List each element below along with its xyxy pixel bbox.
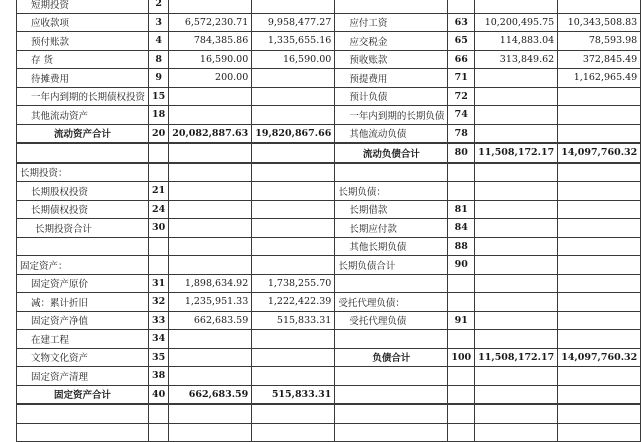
asset-ending: 19,820,867.66 [252, 124, 335, 143]
liability-item: 应交税金 [335, 32, 448, 51]
asset-item: 存 货 [17, 50, 149, 69]
asset-ending [252, 163, 335, 182]
liability-beginning [475, 274, 558, 293]
table-row [17, 0, 641, 13]
asset-line-no: 34 [149, 330, 169, 349]
liability-line-no: 65 [448, 32, 475, 51]
table-row [17, 367, 641, 386]
liability-ending [558, 330, 641, 349]
asset-line-no: 15 [149, 87, 169, 106]
liability-ending [558, 87, 641, 106]
liability-ending [558, 404, 641, 423]
liability-ending [558, 423, 641, 442]
liability-beginning [475, 385, 558, 404]
liability-beginning [475, 87, 558, 106]
liability-beginning [475, 237, 558, 256]
asset-ending [252, 348, 335, 367]
liability-ending [558, 256, 641, 275]
liability-item [335, 385, 448, 404]
liability-item [335, 423, 448, 442]
table-row [17, 256, 641, 275]
liability-line-no [448, 0, 475, 13]
liability-beginning [475, 200, 558, 219]
liability-ending [558, 163, 641, 182]
table-row [17, 423, 641, 442]
asset-line-no: 40 [149, 385, 169, 404]
asset-ending [252, 256, 335, 275]
liability-line-no [448, 367, 475, 386]
liability-line-no: 90 [448, 256, 475, 275]
asset-beginning: 1,898,634.92 [169, 274, 252, 293]
liability-ending [558, 311, 641, 330]
asset-item: 长期股权投资 [17, 182, 149, 201]
liability-ending: 372,845.49 [558, 50, 641, 69]
asset-line-no: 20 [149, 124, 169, 143]
liability-item: 长期负债： [335, 182, 448, 201]
liability-item [335, 404, 448, 423]
table-row [17, 69, 641, 88]
asset-item: 文物文化资产 [17, 348, 149, 367]
liability-beginning: 10,200,495.75 [475, 13, 558, 32]
asset-line-no: 30 [149, 219, 169, 238]
asset-ending [252, 69, 335, 88]
liability-beginning: 11,508,172.17 [475, 143, 558, 163]
asset-beginning [169, 404, 252, 423]
asset-line-no: 21 [149, 182, 169, 201]
liability-line-no: 71 [448, 69, 475, 88]
liability-item: 预收账款 [335, 50, 448, 69]
liability-item [335, 367, 448, 386]
liability-ending [558, 274, 641, 293]
liability-line-no: 84 [448, 219, 475, 238]
asset-ending [252, 182, 335, 201]
liability-beginning [475, 311, 558, 330]
liability-ending: 1,162,965.49 [558, 69, 641, 88]
asset-ending [252, 423, 335, 442]
balance-sheet-body [17, 0, 641, 442]
liability-beginning [475, 219, 558, 238]
asset-line-no: 18 [149, 106, 169, 125]
asset-line-no: 4 [149, 32, 169, 51]
asset-line-no [149, 163, 169, 182]
asset-item [17, 237, 149, 256]
liability-ending [558, 106, 641, 125]
asset-ending [252, 367, 335, 386]
table-row [17, 50, 641, 69]
liability-line-no [448, 293, 475, 312]
table-row [17, 219, 641, 238]
liability-beginning: 11,508,172.17 [475, 348, 558, 367]
liability-beginning [475, 182, 558, 201]
asset-item: 短期投资 [17, 0, 149, 13]
liability-line-no: 66 [448, 50, 475, 69]
balance-sheet-table [16, 0, 641, 442]
liability-ending: 78,593.98 [558, 32, 641, 51]
liability-ending [558, 0, 641, 13]
asset-item: 流动资产合计 [17, 124, 149, 143]
asset-ending [252, 87, 335, 106]
liability-line-no: 78 [448, 124, 475, 143]
liability-beginning [475, 404, 558, 423]
asset-beginning [169, 143, 252, 163]
liability-line-no [448, 330, 475, 349]
asset-beginning: 16,590.00 [169, 50, 252, 69]
asset-beginning: 662,683.59 [169, 385, 252, 404]
liability-line-no: 72 [448, 87, 475, 106]
liability-beginning: 114,883.04 [475, 32, 558, 51]
asset-beginning [169, 237, 252, 256]
table-row [17, 163, 641, 182]
table-row [17, 330, 641, 349]
liability-beginning: 313,849.62 [475, 50, 558, 69]
asset-beginning [169, 367, 252, 386]
liability-item: 预提费用 [335, 69, 448, 88]
asset-item: 固定资产： [17, 256, 149, 275]
asset-ending [252, 219, 335, 238]
asset-line-no: 9 [149, 69, 169, 88]
table-row [17, 124, 641, 143]
asset-beginning [169, 423, 252, 442]
table-row [17, 404, 641, 423]
asset-beginning: 784,385.86 [169, 32, 252, 51]
table-row [17, 87, 641, 106]
liability-line-no [448, 404, 475, 423]
asset-item: 长期债权投资 [17, 200, 149, 219]
liability-item [335, 163, 448, 182]
asset-beginning [169, 256, 252, 275]
table-row [17, 200, 641, 219]
asset-ending [252, 404, 335, 423]
asset-line-no: 32 [149, 293, 169, 312]
asset-beginning: 20,082,887.63 [169, 124, 252, 143]
asset-beginning: 662,683.59 [169, 311, 252, 330]
table-row [17, 143, 641, 163]
liability-item: 长期应付款 [335, 219, 448, 238]
asset-beginning: 200.00 [169, 69, 252, 88]
table-row [17, 13, 641, 32]
liability-item: 流动负债合计 [335, 143, 448, 163]
liability-ending [558, 200, 641, 219]
asset-line-no: 24 [149, 200, 169, 219]
asset-line-no [149, 256, 169, 275]
asset-ending: 1,738,255.70 [252, 274, 335, 293]
liability-line-no [448, 182, 475, 201]
asset-item [17, 404, 149, 423]
liability-line-no: 74 [448, 106, 475, 125]
asset-line-no: 38 [149, 367, 169, 386]
asset-ending: 9,958,477.27 [252, 13, 335, 32]
asset-item: 预付账款 [17, 32, 149, 51]
liability-line-no [448, 163, 475, 182]
liability-beginning [475, 0, 558, 13]
asset-item: 长期投资合计 [17, 219, 149, 238]
liability-item: 一年内到期的长期负债 [335, 106, 448, 125]
asset-ending [252, 0, 335, 13]
asset-item: 待摊费用 [17, 69, 149, 88]
asset-ending: 1,222,422.39 [252, 293, 335, 312]
asset-beginning [169, 163, 252, 182]
asset-line-no: 33 [149, 311, 169, 330]
liability-beginning [475, 293, 558, 312]
table-row [17, 237, 641, 256]
table-row [17, 106, 641, 125]
liability-line-no [448, 423, 475, 442]
table-row [17, 182, 641, 201]
asset-item: 固定资产净值 [17, 311, 149, 330]
asset-item: 应收款项 [17, 13, 149, 32]
table-row [17, 32, 641, 51]
asset-item: 固定资产清理 [17, 367, 149, 386]
table-row [17, 348, 641, 367]
liability-ending [558, 385, 641, 404]
liability-beginning [475, 163, 558, 182]
table-row [17, 311, 641, 330]
asset-beginning [169, 87, 252, 106]
asset-ending: 515,833.31 [252, 385, 335, 404]
liability-item [335, 0, 448, 13]
liability-item [335, 330, 448, 349]
asset-ending [252, 237, 335, 256]
asset-ending [252, 200, 335, 219]
table-row [17, 385, 641, 404]
asset-ending: 16,590.00 [252, 50, 335, 69]
liability-beginning [475, 330, 558, 349]
liability-line-no: 100 [448, 348, 475, 367]
asset-line-no: 31 [149, 274, 169, 293]
liability-item: 应付工资 [335, 13, 448, 32]
asset-line-no [149, 423, 169, 442]
liability-line-no: 80 [448, 143, 475, 163]
asset-beginning [169, 330, 252, 349]
asset-line-no [149, 237, 169, 256]
liability-line-no [448, 385, 475, 404]
asset-ending: 1,335,655.16 [252, 32, 335, 51]
liability-line-no: 91 [448, 311, 475, 330]
asset-ending [252, 143, 335, 163]
asset-item: 固定资产合计 [17, 385, 149, 404]
asset-beginning [169, 200, 252, 219]
asset-line-no: 3 [149, 13, 169, 32]
liability-ending: 10,343,508.83 [558, 13, 641, 32]
asset-line-no: 8 [149, 50, 169, 69]
asset-beginning [169, 106, 252, 125]
liability-item: 长期负债合计 [335, 256, 448, 275]
liability-line-no: 63 [448, 13, 475, 32]
liability-line-no: 81 [448, 200, 475, 219]
asset-beginning [169, 219, 252, 238]
table-row [17, 274, 641, 293]
liability-beginning [475, 423, 558, 442]
asset-beginning: 1,235,951.33 [169, 293, 252, 312]
asset-item: 减：累计折旧 [17, 293, 149, 312]
asset-item [17, 423, 149, 442]
asset-beginning: 6,572,230.71 [169, 13, 252, 32]
liability-ending [558, 182, 641, 201]
liability-ending [558, 237, 641, 256]
liability-item: 预计负债 [335, 87, 448, 106]
liability-ending: 14,097,760.32 [558, 348, 641, 367]
asset-item: 在建工程 [17, 330, 149, 349]
liability-beginning [475, 106, 558, 125]
liability-beginning [475, 124, 558, 143]
liability-item: 其他流动负债 [335, 124, 448, 143]
asset-item: 固定资产原价 [17, 274, 149, 293]
liability-beginning [475, 69, 558, 88]
asset-item [17, 143, 149, 163]
asset-line-no [149, 404, 169, 423]
asset-beginning [169, 0, 252, 13]
asset-line-no: 35 [149, 348, 169, 367]
liability-ending [558, 219, 641, 238]
liability-item: 负债合计 [335, 348, 448, 367]
asset-line-no: 2 [149, 0, 169, 13]
asset-beginning [169, 182, 252, 201]
liability-item: 长期借款 [335, 200, 448, 219]
liability-item: 其他长期负债 [335, 237, 448, 256]
liability-item: 受托代理负债： [335, 293, 448, 312]
asset-item: 长期投资： [17, 163, 149, 182]
liability-line-no [448, 274, 475, 293]
asset-ending [252, 106, 335, 125]
liability-line-no: 88 [448, 237, 475, 256]
liability-beginning [475, 256, 558, 275]
asset-ending: 515,833.31 [252, 311, 335, 330]
asset-ending [252, 330, 335, 349]
liability-ending: 14,097,760.32 [558, 143, 641, 163]
asset-beginning [169, 348, 252, 367]
table-row [17, 293, 641, 312]
liability-item: 受托代理负债 [335, 311, 448, 330]
liability-ending [558, 124, 641, 143]
liability-beginning [475, 367, 558, 386]
asset-item: 其他流动资产 [17, 106, 149, 125]
asset-line-no [149, 143, 169, 163]
liability-ending [558, 293, 641, 312]
liability-item [335, 274, 448, 293]
liability-ending [558, 367, 641, 386]
asset-item: 一年内到期的长期债权投资 [17, 87, 149, 106]
